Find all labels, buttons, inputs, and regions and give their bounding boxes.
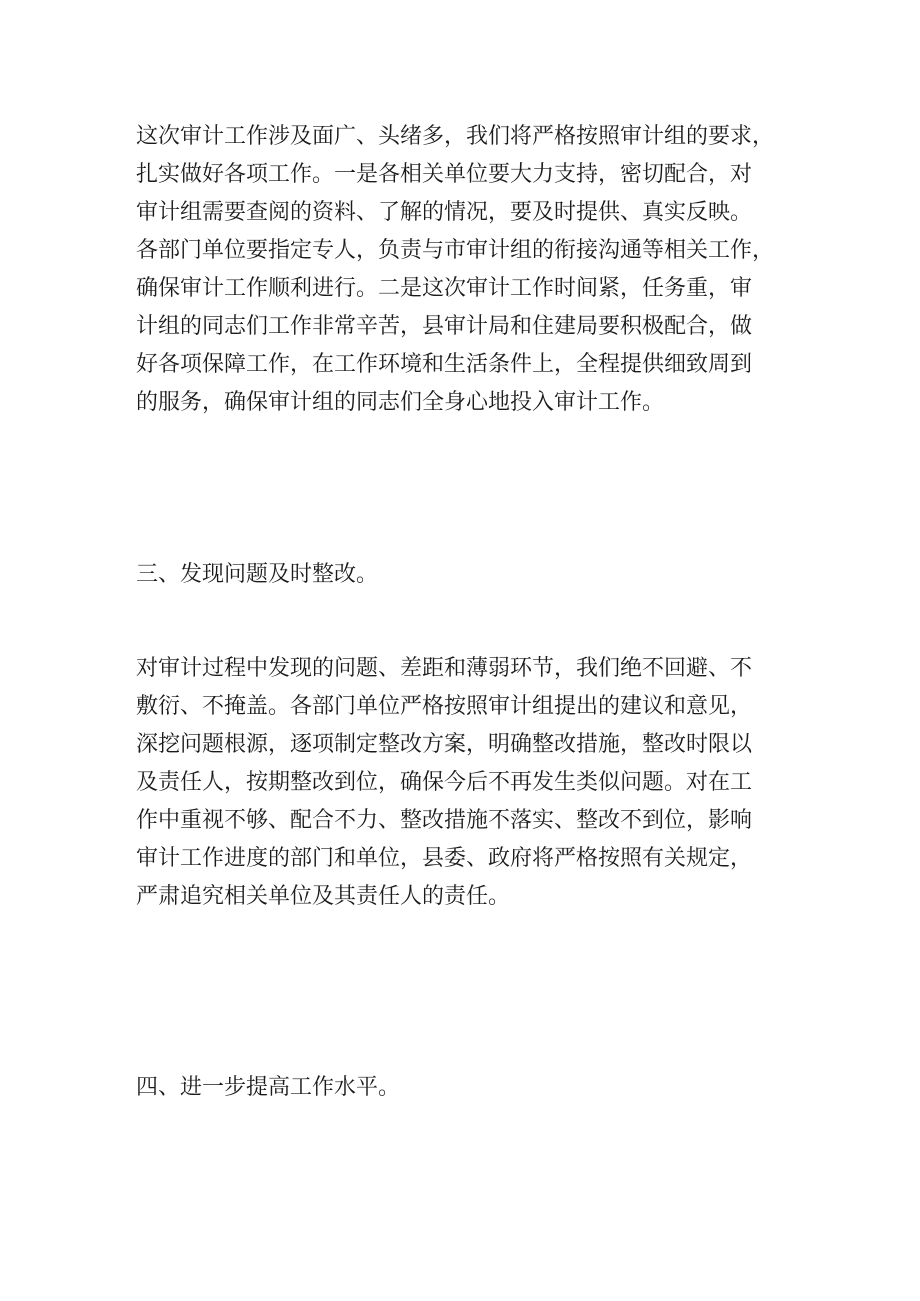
section-heading-3	[136, 556, 796, 594]
paragraph-line: 的服务，确保审计组的同志们全身心地投入审计工作。	[136, 390, 665, 415]
paragraph-line: 扎实做好各项工作。一是各相关单位要大力支持，密切配合，对	[136, 162, 753, 187]
paragraph-line: 计组的同志们工作非常辛苦，县审计局和住建局要积极配合，做	[136, 314, 753, 339]
paragraph-line: 作中重视不够、配合不力、整改措施不落实、整改不到位，影响	[136, 808, 753, 833]
paragraph-line: 及责任人，按期整改到位，确保今后不再发生类似问题。对在工	[136, 770, 753, 795]
paragraph-line: 审计组需要查阅的资料、了解的情况，要及时提供、真实反映。	[136, 200, 753, 225]
paragraph-rectification	[136, 650, 796, 916]
paragraph-line: 确保审计工作顺利进行。二是这次审计工作时间紧，任务重，审	[136, 276, 753, 301]
paragraph-line: 深挖问题根源，逐项制定整改方案，明确整改措施，整改时限以	[136, 732, 753, 757]
paragraph-line: 审计工作进度的部门和单位，县委、政府将严格按照有关规定，	[136, 846, 753, 871]
section-heading-text: 四、进一步提高工作水平。	[136, 1075, 401, 1100]
section-heading-4	[136, 1069, 796, 1107]
paragraph-line: 对审计过程中发现的问题、差距和薄弱环节，我们绝不回避、不	[136, 656, 753, 681]
section-heading-text: 三、发现问题及时整改。	[136, 562, 379, 587]
paragraph-line: 各部门单位要指定专人，负责与市审计组的衔接沟通等相关工作，	[136, 238, 775, 263]
paragraph-line: 严肃追究相关单位及其责任人的责任。	[136, 884, 511, 909]
paragraph-line: 敷衍、不掩盖。各部门单位严格按照审计组提出的建议和意见，	[136, 694, 753, 719]
paragraph-cooperation	[136, 118, 796, 422]
paragraph-line: 好各项保障工作，在工作环境和生活条件上，全程提供细致周到	[136, 352, 753, 377]
paragraph-line: 这次审计工作涉及面广、头绪多，我们将严格按照审计组的要求，	[136, 124, 775, 149]
